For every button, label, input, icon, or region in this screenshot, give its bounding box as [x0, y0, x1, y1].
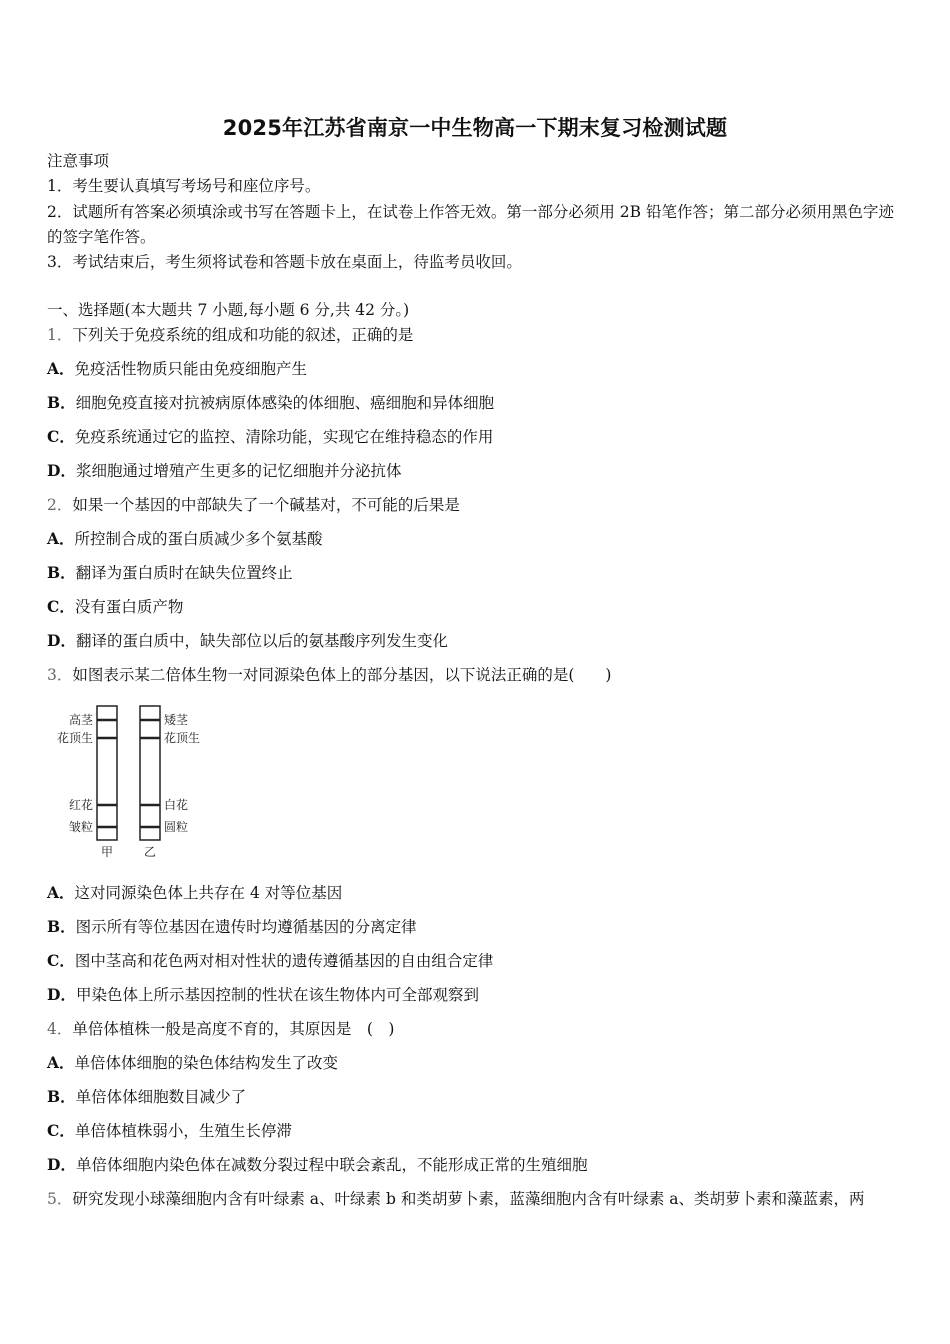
gene-label: 皱粒	[68, 820, 93, 834]
question-stem: 1．下列关于免疫系统的组成和功能的叙述，正确的是	[47, 326, 414, 344]
option: D．浆细胞通过增殖产生更多的记忆细胞并分泌抗体	[47, 461, 402, 480]
notice-item: 3．考试结束后，考生须将试卷和答题卡放在桌面上，待监考员收回。	[47, 253, 522, 271]
option: C．没有蛋白质产物	[47, 597, 184, 616]
question-stem: 4．单倍体植株一般是高度不育的，其原因是 ( )	[47, 1020, 395, 1038]
gene-label: 花顶生	[164, 731, 201, 745]
option: A．免疫活性物质只能由免疫细胞产生	[47, 359, 308, 378]
option: A．这对同源染色体上共存在 4 对等位基因	[47, 883, 343, 902]
chromosome-name: 甲	[100, 845, 114, 859]
option: D．单倍体细胞内染色体在减数分裂过程中联会紊乱，不能形成正常的生殖细胞	[47, 1155, 588, 1174]
option: C．图中茎高和花色两对相对性状的遗传遵循基因的自由组合定律	[47, 951, 494, 970]
question-number: 4．	[47, 1020, 73, 1038]
gene-label: 高茎	[68, 713, 93, 727]
option: D．甲染色体上所示基因控制的性状在该生物体内可全部观察到	[47, 985, 479, 1004]
notice-item: 1．考生要认真填写考场号和座位序号。	[47, 177, 321, 195]
chromosome-jia	[97, 706, 117, 840]
notice-heading: 注意事项	[47, 152, 110, 170]
option: B．细胞免疫直接对抗被病原体感染的体细胞、癌细胞和异体细胞	[47, 393, 495, 412]
question-number: 5．	[47, 1190, 73, 1208]
chromosome-yi	[140, 706, 160, 840]
option: C．免疫系统通过它的监控、清除功能，实现它在维持稳态的作用	[47, 427, 494, 446]
gene-label: 矮茎	[164, 713, 189, 727]
question-stem: 2．如果一个基因的中部缺失了一个碱基对，不可能的后果是	[47, 496, 460, 514]
option: B．翻译为蛋白质时在缺失位置终止	[47, 563, 293, 582]
chromosome-diagram	[47, 700, 217, 865]
question-stem: 3．如图表示某二倍体生物一对同源染色体上的部分基因，以下说法正确的是( )	[47, 666, 612, 684]
chromosome-figure	[47, 700, 217, 865]
option: C．单倍体植株弱小，生殖生长停滞	[47, 1121, 292, 1140]
gene-label: 圆粒	[164, 820, 189, 834]
option: A．单倍体体细胞的染色体结构发生了改变	[47, 1053, 339, 1072]
option: B．单倍体体细胞数目减少了	[47, 1087, 247, 1106]
gene-label: 白花	[164, 798, 189, 812]
section-heading: 一、选择题(本大题共 7 小题,每小题 6 分,共 42 分。)	[47, 301, 410, 319]
question-number: 2．	[47, 496, 73, 514]
question-stem: 5．研究发现小球藻细胞内含有叶绿素 a、叶绿素 b 和类胡萝卜素，蓝藻细胞内含有叶绿素 a、类胡萝卜素和藻蓝素，两	[47, 1190, 865, 1208]
option: B．图示所有等位基因在遗传时均遵循基因的分离定律	[47, 917, 417, 936]
chromosome-name: 乙	[143, 845, 157, 859]
question-number: 1．	[47, 326, 73, 344]
gene-label: 红花	[68, 798, 93, 812]
notice-item: 2．试题所有答案必须填涂或书写在答题卡上，在试卷上作答无效。第一部分必须用 2B 铅笔作答；第二部分必须用黑色字迹的签字笔作答。	[47, 203, 894, 246]
gene-label: 花顶生	[56, 731, 93, 745]
question-number: 3．	[47, 666, 73, 684]
page-title: 2025年江苏省南京一中生物高一下期末复习检测试题	[222, 116, 728, 140]
option: D．翻译的蛋白质中，缺失部位以后的氨基酸序列发生变化	[47, 631, 448, 650]
option: A．所控制合成的蛋白质减少多个氨基酸	[47, 529, 323, 548]
